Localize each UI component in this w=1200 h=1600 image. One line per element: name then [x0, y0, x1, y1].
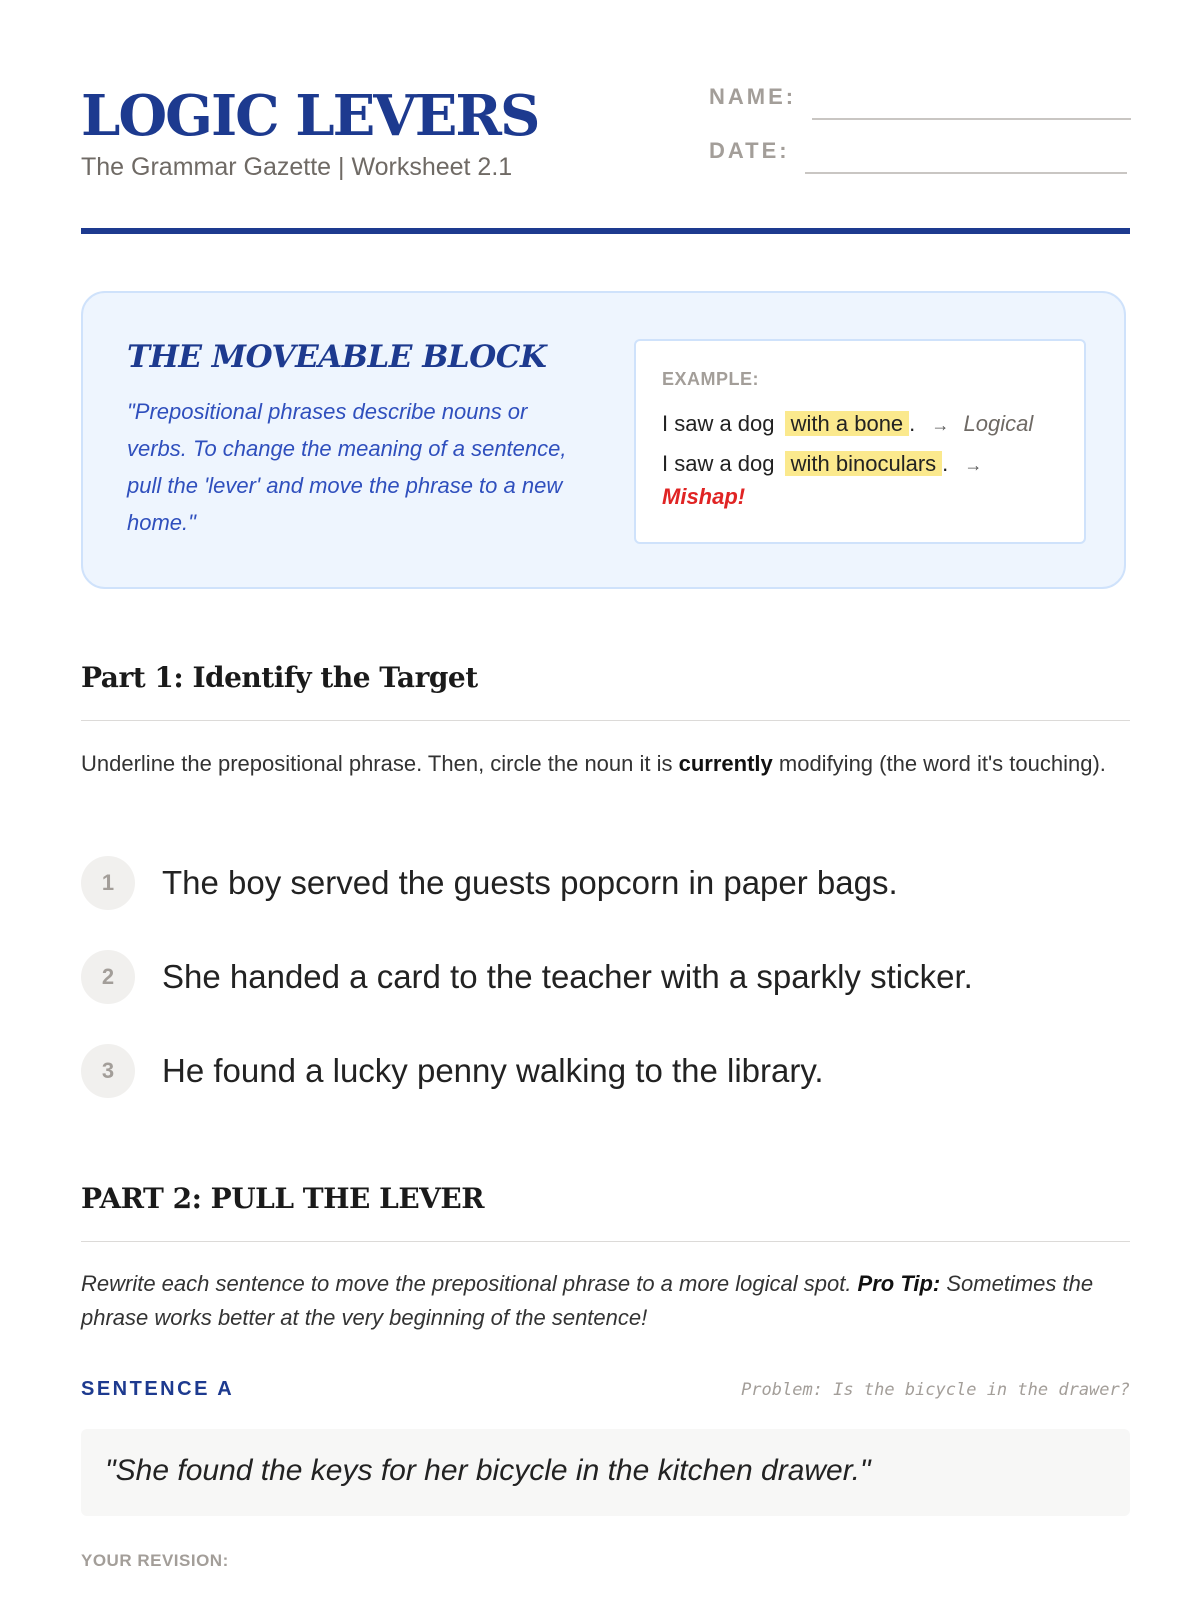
sentence-a-label: SENTENCE A: [81, 1378, 235, 1400]
name-label: NAME:: [709, 84, 797, 109]
part1-heading: Part 1: Identify the Target: [81, 661, 478, 694]
part2-heading: PART 2: PULL THE LEVER: [81, 1182, 485, 1215]
sentence-quote: "She found the keys for her bicycle in the kitchen drawer.": [105, 1454, 871, 1487]
revision-label: YOUR REVISION:: [81, 1551, 229, 1570]
item-number-badge: 2: [81, 950, 135, 1004]
pro-tip-label: Pro Tip:: [857, 1271, 941, 1296]
part1-divider: [81, 720, 1130, 721]
example-line-mishap: [662, 451, 990, 477]
example-period: .: [909, 411, 916, 436]
exercise-sentence[interactable]: The boy served the guests popcorn in paper bags.: [162, 864, 898, 901]
example-line-logical: [662, 411, 1033, 437]
item-number-badge: 3: [81, 1044, 135, 1098]
example-text: I saw a dog: [662, 451, 775, 476]
arrow-right-icon: →: [964, 455, 983, 475]
exercise-sentence[interactable]: He found a lucky penny walking to the library.: [162, 1052, 824, 1089]
worksheet-subtitle: The Grammar Gazette | Worksheet 2.1: [81, 153, 513, 181]
example-text: I saw a dog: [662, 411, 775, 436]
concept-quote: "Prepositional phrases describe nouns or verbs. To change the meaning of a sentence, pull the 'lever' and move the phrase to a new home.": [127, 399, 567, 535]
highlighted-phrase: with a bone: [785, 411, 910, 436]
highlighted-phrase: with binoculars: [785, 451, 943, 476]
problem-hint: Problem: Is the bicycle in the drawer?: [741, 1380, 1130, 1400]
part1-instructions: Underline the prepositional phrase. Then, circle the noun it is currently modifying (the word it's touching).: [81, 751, 1106, 776]
example-period: .: [942, 451, 949, 476]
result-logical: Logical: [963, 411, 1034, 436]
example-label: EXAMPLE:: [662, 369, 760, 389]
exercise-sentence[interactable]: She handed a card to the teacher with a sparkly sticker.: [162, 958, 973, 995]
example-card: [634, 339, 1086, 544]
date-field[interactable]: [805, 172, 1127, 174]
result-mishap: Mishap!: [662, 484, 746, 509]
worksheet-title: LOGIC LEVERS: [81, 83, 539, 149]
arrow-right-icon: →: [931, 415, 950, 435]
emphasis-currently: currently: [678, 751, 773, 776]
name-field[interactable]: [812, 118, 1131, 120]
concept-title: THE MOVEABLE BLOCK: [127, 339, 547, 375]
sentence-quote-box: [81, 1429, 1130, 1516]
header-divider: [81, 228, 1130, 234]
concept-box: [81, 291, 1126, 589]
part2-divider: [81, 1241, 1130, 1242]
date-label: DATE:: [709, 138, 790, 163]
part2-instructions: Rewrite each sentence to move the prepositional phrase to a more logical spot. Pro Tip: Sometimes the phrase works better at the very beginning of the sentence!: [81, 1271, 1094, 1330]
item-number-badge: 1: [81, 856, 135, 910]
